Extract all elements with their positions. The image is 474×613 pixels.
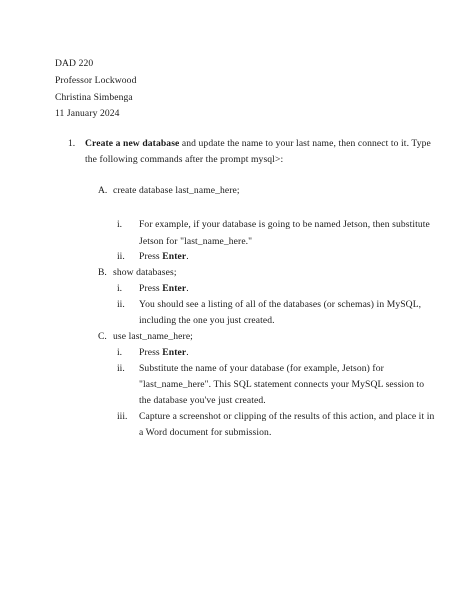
command-create-database: create database last_name_here; xyxy=(113,185,240,196)
period: . xyxy=(186,251,189,262)
sub-marker-c-i: i. xyxy=(117,347,123,358)
course-code: DAD 220 xyxy=(55,58,94,69)
period: . xyxy=(186,347,189,358)
sub-marker-a-i: i. xyxy=(117,219,123,230)
press-label: Press xyxy=(139,347,163,358)
step-1-line-1 xyxy=(85,139,431,149)
sub-marker-c-iii: iii. xyxy=(117,411,128,422)
sub-a-i-line-2: Jetson for "last_name_here." xyxy=(139,236,253,247)
sub-c-iii-line-1: Capture a screenshot or clipping of the results of this action, and place it in xyxy=(139,411,435,422)
enter-key-label: Enter xyxy=(162,251,187,262)
command-use-database: use last_name_here; xyxy=(113,331,193,342)
sub-c-i-text xyxy=(139,348,189,358)
step-1-line-2: the following commands after the prompt mysql>: xyxy=(85,154,284,165)
sub-c-ii-line-2: "last_name_here". This SQL statement connects your MySQL session to xyxy=(139,379,425,390)
command-show-databases: show databases; xyxy=(113,267,177,278)
period: . xyxy=(186,283,189,294)
sub-marker-a-ii: ii. xyxy=(117,251,125,262)
enter-key-label: Enter xyxy=(162,283,187,294)
list-marker-1: 1. xyxy=(68,138,76,149)
sub-marker-b-i: i. xyxy=(117,283,123,294)
student-name: Christina Simbenga xyxy=(55,92,133,103)
document-date: 11 January 2024 xyxy=(55,108,120,119)
sub-c-iii-line-2: a Word document for submission. xyxy=(139,427,272,438)
list-marker-b: B. xyxy=(98,267,107,278)
sub-marker-c-ii: ii. xyxy=(117,363,125,374)
sub-b-i-text xyxy=(139,284,189,294)
sub-a-i-line-1: For example, if your database is going to be named Jetson, then substitute xyxy=(139,219,430,230)
sub-marker-b-ii: ii. xyxy=(117,299,125,310)
sub-b-ii-line-2: including the one you just created. xyxy=(139,315,275,326)
sub-b-ii-line-1: You should see a listing of all of the databases (or schemas) in MySQL, xyxy=(139,299,422,310)
step-1-bold-lead: Create a new database xyxy=(85,138,180,149)
list-marker-c: C. xyxy=(98,331,107,342)
press-label: Press xyxy=(139,283,163,294)
sub-c-ii-line-1: Substitute the name of your database (for example, Jetson) for xyxy=(139,363,384,374)
sub-c-ii-line-3: the database you've just created. xyxy=(139,395,266,406)
sub-a-ii-text xyxy=(139,252,189,262)
professor-name: Professor Lockwood xyxy=(55,75,137,86)
press-label: Press xyxy=(139,251,163,262)
list-marker-a: A. xyxy=(98,185,108,196)
step-1-line-1-rest: and update the name to your last name, then connect to it. Type xyxy=(179,138,431,149)
enter-key-label: Enter xyxy=(162,347,187,358)
